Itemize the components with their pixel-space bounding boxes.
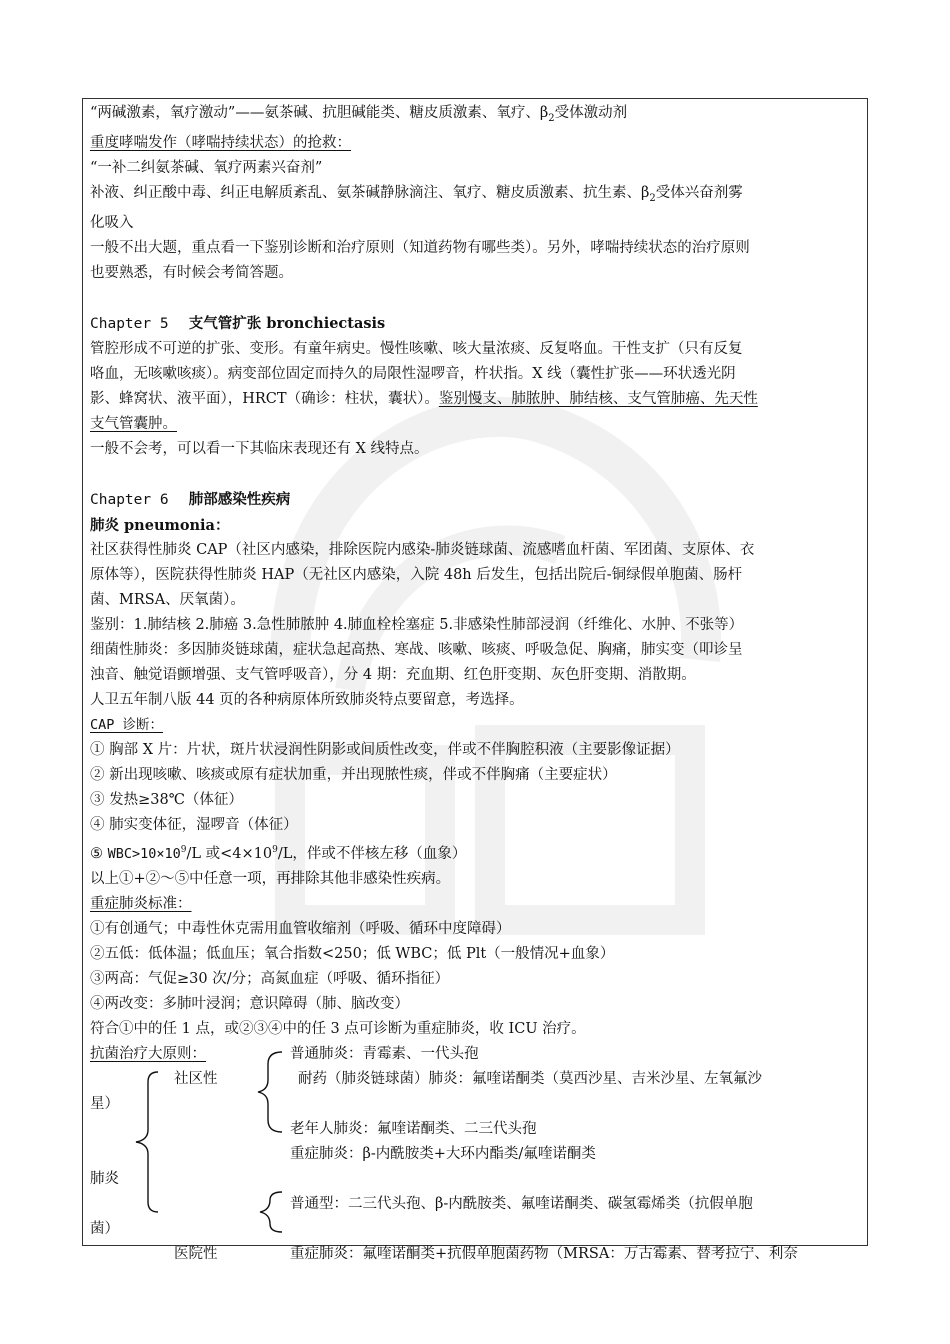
tree-node-community: 社区性	[174, 1070, 218, 1087]
tree-node: 星）	[90, 1095, 119, 1112]
text-line: 管腔形成不可逆的扩张、变形。有童年病史。慢性咳嗽、咳大量浓痰、反复咯血。干性支扩（只有反复	[90, 340, 743, 357]
tree-node: 重症肺炎：β-内酰胺类+大环内酯类/氟喹诺酮类	[290, 1145, 596, 1162]
text-line: 一般不出大题，重点看一下鉴别诊断和治疗原则（知道药物有哪些类）。另外，哮喘持续状态的治疗原则	[90, 239, 750, 256]
list-item: ② 新出现咳嗽、咳痰或原有症状加重，并出现脓性痰，伴或不伴胸痛（主要症状）	[90, 766, 617, 783]
list-item: ②五低：低体温；低血压；氧合指数<250；低 WBC；低 Plt（一般情况+血象）	[90, 945, 615, 962]
tree-node: 普通肺炎：青霉素、一代头孢	[290, 1045, 479, 1062]
text-line: 人卫五年制八版 44 页的各种病原体所致肺炎特点要留意，考选择。	[90, 691, 524, 708]
text-line: 菌、MRSA、厌氧菌）。	[90, 591, 245, 608]
treatment-tree	[90, 1042, 862, 1267]
tree-node: 普通型：二三代头孢、β-内酰胺类、氟喹诺酮类、碳氢霉烯类（抗假单胞	[290, 1195, 753, 1212]
tree-root: 肺炎	[90, 1170, 119, 1187]
document-body	[90, 101, 862, 1267]
list-item: ① 胸部 X 片：片状，斑片状浸润性阴影或间质性改变，伴或不伴胸腔积液（主要影像证据）	[90, 741, 680, 758]
list-item: ④两改变：多肺叶浸润；意识障碍（肺、脑改变）	[90, 995, 409, 1012]
section-heading: 重度哮喘发作（哮喘持续状态）的抢救：	[90, 134, 351, 151]
text-line: 以上①+②～⑤中任意一项，再排除其他非感染性疾病。	[90, 870, 451, 887]
text-line: “一补二纠氨茶碱、氧疗两素兴奋剂”	[90, 159, 323, 176]
text-line: 浊音、触觉语颤增强、支气管呼吸音），分 4 期：充血期、红色肝变期、灰色肝变期、消散期。	[90, 666, 696, 683]
chapter-6-heading: Chapter 6 肺部感染性疾病	[90, 490, 291, 508]
text-line: 原体等），医院获得性肺炎 HAP（无社区内感染，入院 48h 后发生，包括出院后-铜绿假单胞菌、肠杆	[90, 566, 743, 583]
text-line: 鉴别：1.肺结核 2.肺癌 3.急性肺脓肿 4.肺血栓栓塞症 5.非感染性肺部浸润（纤维化、水肿、不张等）	[90, 616, 744, 633]
cap-diagnosis-heading: CAP 诊断：	[90, 716, 164, 733]
list-item: ③两高：气促≥30 次/分；高氮血症（呼吸、循环指征）	[90, 970, 450, 987]
text-line: 影、蜂窝状、液平面），HRCT（确诊：柱状，囊状）。鉴别慢支、肺脓肿、肺结核、支气管肺癌、先天性	[90, 390, 758, 407]
text-line: 也要熟悉，有时候会考简答题。	[90, 264, 293, 281]
text-line: 细菌性肺炎：多因肺炎链球菌，症状急起高热、寒战、咳嗽、咳痰、呼吸急促、胸痛，肺实变（叩诊呈	[90, 641, 743, 658]
list-item: ④ 肺实变体征，湿啰音（体征）	[90, 816, 298, 833]
text-line: 咯血，无咳嗽咳痰）。病变部位固定而持久的局限性湿啰音，杵状指。X 线（囊性扩张——环状透光阴	[90, 365, 736, 382]
list-item: ⑤ $WBC>10\times 10^9/L$ 或$<4\times 10^9/L$，伴或不伴核左移（血象）	[90, 844, 467, 862]
text-line: “两碱激素，氧疗激动”——氨茶碱、抗胆碱能类、糖皮质激素、氧疗、$\beta_2$受体激动剂	[90, 105, 628, 124]
chapter-5-heading: Chapter 5 支气管扩张 bronchiectasis	[90, 314, 386, 332]
tree-node: 耐药（肺炎链球菌）肺炎：氟喹诺酮类（莫西沙星、吉米沙星、左氧氟沙	[298, 1070, 762, 1087]
text-line: 一般不会考，可以看一下其临床表现还有 X 线特点。	[90, 440, 429, 457]
tree-node: 菌）	[90, 1220, 119, 1237]
text-line: 社区获得性肺炎 CAP（社区内感染，排除医院内感染-肺炎链球菌、流感嗜血杆菌、军团菌、支原体、衣	[90, 541, 755, 558]
subsection-heading: 肺炎 pneumonia：	[90, 516, 230, 534]
text-line: 补液、纠正酸中毒、纠正电解质紊乱、氨茶碱静脉滴注、氧疗、糖皮质激素、抗生素、$\beta_2$受体兴奋剂雾	[90, 184, 743, 204]
severe-criteria-heading: 重症肺炎标准：	[90, 895, 192, 912]
text-line: 支气管囊肿。	[90, 415, 177, 432]
tree-node-hospital: 医院性	[174, 1245, 218, 1262]
text-line: 符合①中的任 1 点，或②③④中的任 3 点可诊断为重症肺炎，收 ICU 治疗。	[90, 1020, 586, 1037]
tree-node: 重症肺炎：氟喹诺酮类+抗假单胞菌药物（MRSA：万古霉素、替考拉宁、利奈	[290, 1245, 798, 1262]
antibiotic-principle-heading: 抗菌治疗大原则：	[90, 1045, 206, 1062]
tree-node: 老年人肺炎：氟喹诺酮类、二三代头孢	[290, 1120, 537, 1137]
list-item: ③ 发热≥38℃（体征）	[90, 791, 243, 808]
list-item: ①有创通气；中毒性休克需用血管收缩剂（呼吸、循环中度障碍）	[90, 920, 511, 937]
text-line: 化吸入	[90, 214, 134, 231]
